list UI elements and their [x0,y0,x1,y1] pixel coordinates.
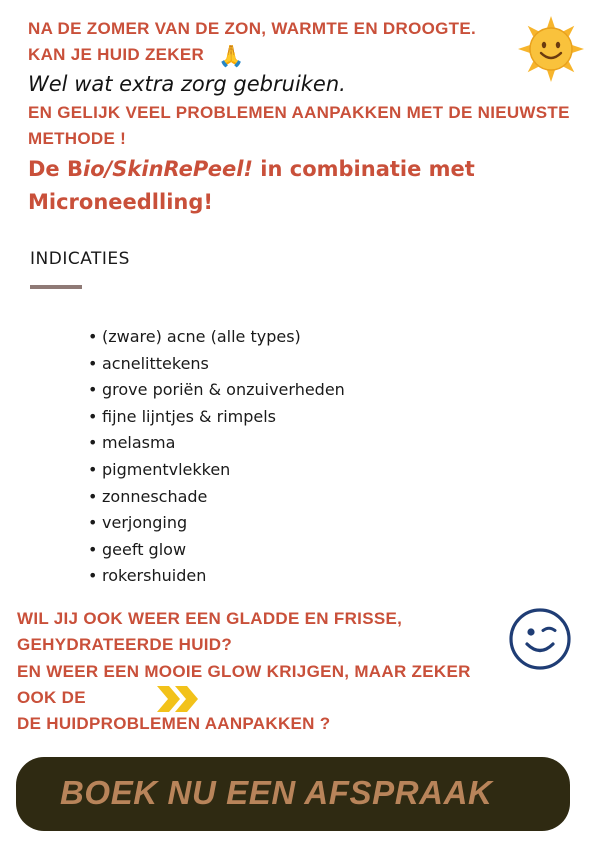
list-item: • acnelittekens [88,351,345,378]
title-underline [30,285,82,289]
indications-title: INDICATIES [30,249,130,269]
list-item: • pigmentvlekken [88,457,345,484]
highlight-line-1 [28,153,475,185]
folded-hands-icon: 🙏 [218,44,245,68]
book-appointment-label: BOEK NU EEN AFSPRAAK [60,774,493,811]
indications-list [88,324,345,590]
cta-line-4: OOK DE [17,688,86,707]
intro-line-2: KAN JE HUID ZEKER [28,45,205,64]
highlight-pre: De B [28,157,83,181]
list-item: • melasma [88,430,345,457]
list-item: • rokershuiden [88,563,345,590]
intro-script-line: Wel wat extra zorg gebruiken. [28,72,346,96]
highlight-post: in combinatie met [253,157,475,181]
intro-line-4: EN GELIJK VEEL PROBLEMEN AANPAKKEN MET DE NIEUWSTE [28,103,570,122]
cta-line-3: EN WEER EEN MOOIE GLOW KRIJGEN, MAAR ZEKER [17,662,471,681]
list-item: • grove poriën & onzuiverheden [88,377,345,404]
intro-line-5: METHODE ! [28,129,127,148]
list-item: • (zware) acne (alle types) [88,324,345,351]
cta-line-2: GEHYDRATEERDE HUID? [17,635,233,654]
intro-line-1: NA DE ZOMER VAN DE ZON, WARMTE EN DROOGTE. [28,19,476,38]
list-item: • geeft glow [88,537,345,564]
list-item: • fijne lijntjes & rimpels [88,404,345,431]
list-item: • zonneschade [88,484,345,511]
double-chevron-right-icon [157,686,203,712]
winking-face-icon [508,607,572,671]
list-item: • verjonging [88,510,345,537]
highlight-brand: io/SkinRePeel! [83,157,253,181]
cta-line-5: DE HUIDPROBLEMEN AANPAKKEN ? [17,714,331,733]
book-appointment-button[interactable] [16,757,570,831]
highlight-line-2: Microneedlling! [28,190,213,214]
sun-face-icon [518,16,584,82]
cta-line-1: WIL JIJ OOK WEER EEN GLADDE EN FRISSE, [17,609,403,628]
